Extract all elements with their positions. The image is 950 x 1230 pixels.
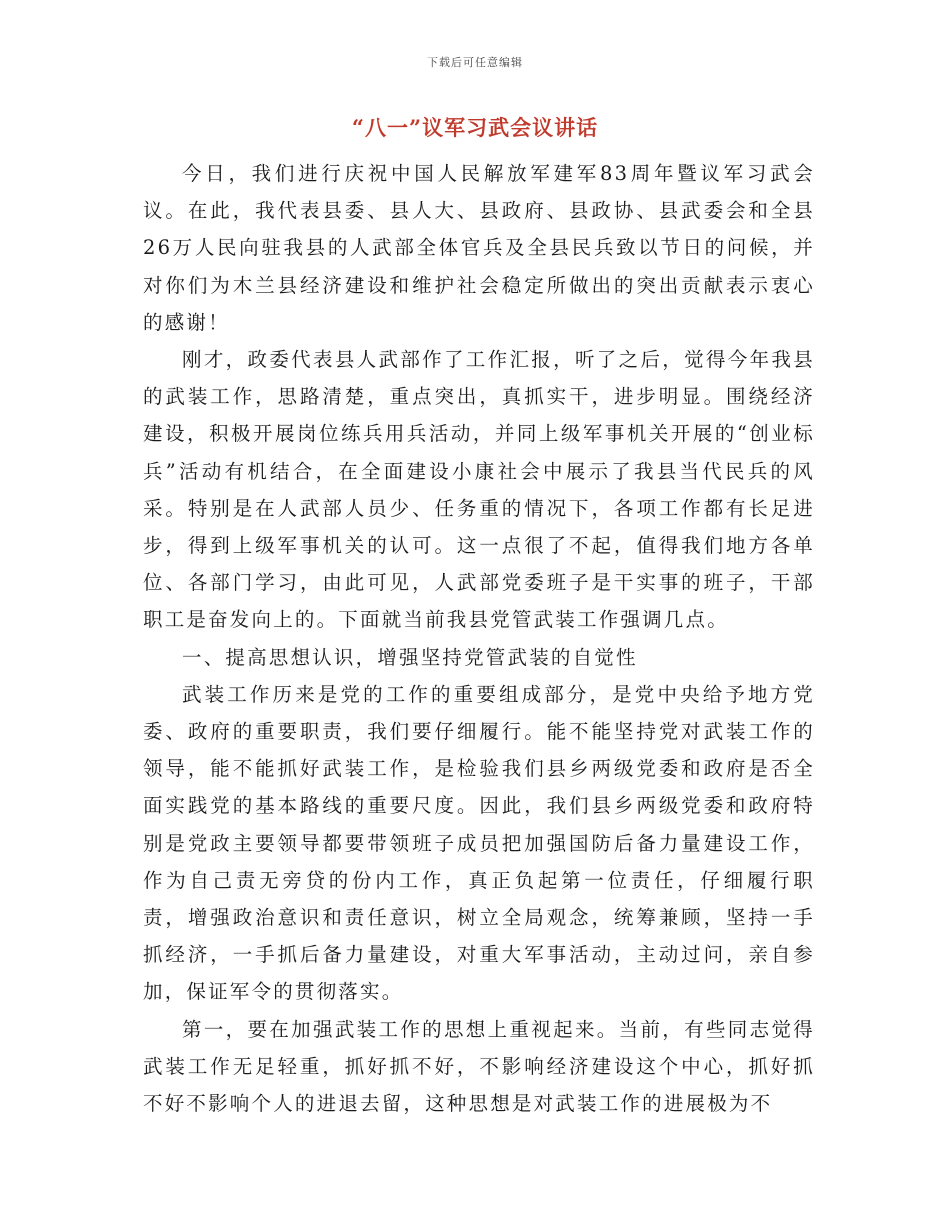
document-title: “八一”议军习武会议讲话	[351, 115, 599, 140]
document-body	[143, 155, 815, 1122]
paragraph-section-1: 武装工作历来是党的工作的重要组成部分，是党中央给予地方党委、政府的重要职责，我们要仔细履行。能不能坚持党对武装工作的领导，能不能抓好武装工作，是检验我们县乡两级党委和政府是否全面实践党的基本路线的重要尺度。因此，我们县乡两级党委和政府特别是党政主要领导都要带领班子成员把加强国防后备力量建设工作，作为自己责无旁贷的份内工作，真正负起第一位责任，仔细履行职责，增强政治意识和责任意识，树立全局观念，统筹兼顾，坚持一手抓经济，一手抓后备力量建设，对重大军事活动，主动过问，亲自参加，保证军令的贯彻落实。	[143, 682, 815, 1004]
paragraph-point-1: 第一，要在加强武装工作的思想上重视起来。当前，有些同志觉得武装工作无足轻重，抓好抓不好，不影响经济建设这个中心，抓好抓不好不影响个人的进退去留，这种思想是对武装工作的进展极为不	[143, 1017, 815, 1116]
paragraph-intro: 今日，我们进行庆祝中国人民解放军建军83周年暨议军习武会议。在此，我代表县委、县人大、县政府、县政协、县武委会和全县26万人民向驻我县的人武部全体官兵及全县民兵致以节日的问候，并对你们为木兰县经济建设和维护社会稳定所做出的突出贡献表示衷心的感谢！	[143, 162, 815, 334]
header-note: 下载后可任意编辑	[427, 56, 523, 69]
section-heading-1: 一、提高思想认识，增强坚持党管武装的自觉性	[182, 645, 638, 669]
paragraph-report: 刚才，政委代表县人武部作了工作汇报，听了之后，觉得今年我县的武装工作，思路清楚，重点突出，真抓实干，进步明显。围绕经济建设，积极开展岗位练兵用兵活动，并同上级军事机关开展的“创业标兵”活动有机结合，在全面建设小康社会中展示了我县当代民兵的风采。特别是在人武部人员少、任务重的情况下，各项工作都有长足进步，得到上级军事机关的认可。这一点很了不起，值得我们地方各单位、各部门学习，由此可见，人武部党委班子是干实事的班子，干部职工是奋发向上的。下面就当前我县党管武装工作强调几点。	[143, 348, 815, 632]
